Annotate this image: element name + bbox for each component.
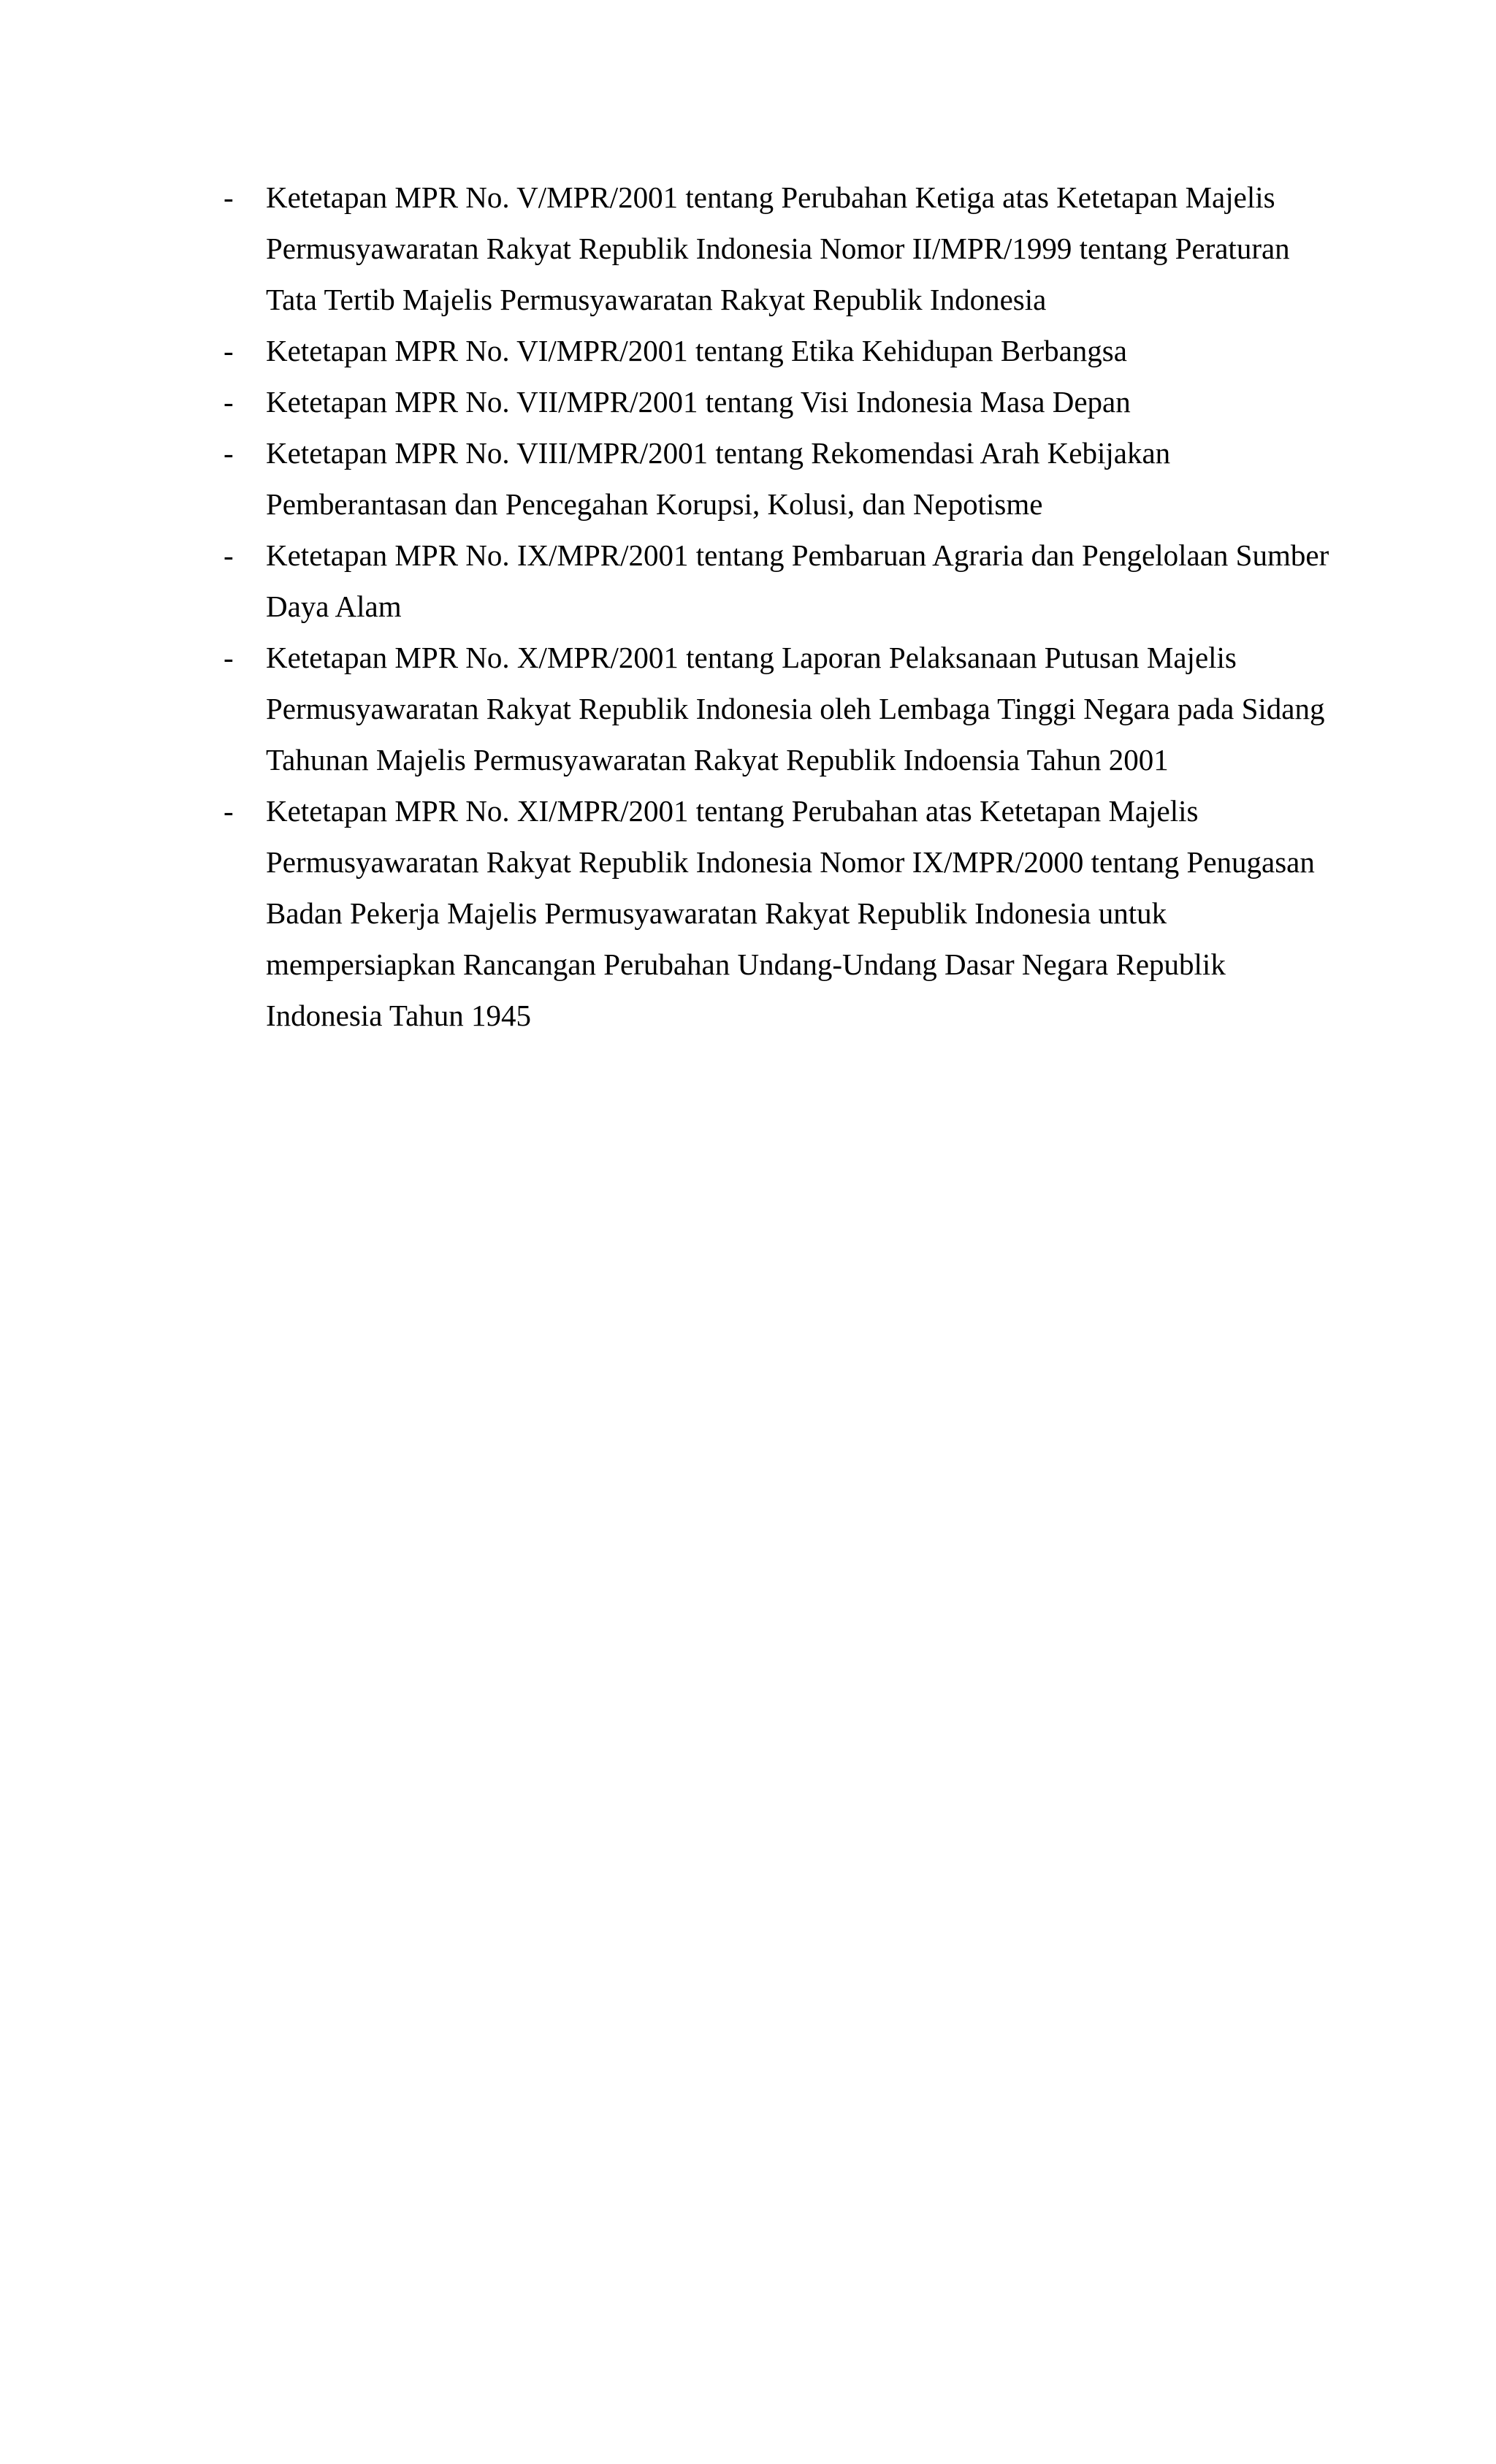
text-line: Indonesia Tahun 1945 (266, 999, 532, 1032)
bullet-dash: - (224, 385, 234, 419)
text-line: Badan Pekerja Majelis Permusyawaratan Rakyat Republik Indonesia untuk (266, 896, 1167, 930)
text-line: Ketetapan MPR No. XI/MPR/2001 tentang Perubahan atas Ketetapan Majelis (266, 794, 1199, 828)
bullet-dash: - (224, 641, 234, 674)
text-line: Permusyawaratan Rakyat Republik Indonesia oleh Lembaga Tinggi Negara pada Sidang (266, 692, 1325, 725)
text-line: Ketetapan MPR No. VIII/MPR/2001 tentang Rekomendasi Arah Kebijakan (266, 436, 1171, 470)
list-item (218, 530, 1357, 632)
bullet-dash: - (224, 334, 234, 367)
text-line: Ketetapan MPR No. VI/MPR/2001 tentang Etika Kehidupan Berbangsa (266, 334, 1127, 367)
text-line: Ketetapan MPR No. X/MPR/2001 tentang Laporan Pelaksanaan Putusan Majelis (266, 641, 1237, 674)
list-item-text (266, 427, 1357, 530)
list-item-text (266, 785, 1357, 1041)
text-line: Permusyawaratan Rakyat Republik Indonesia Nomor II/MPR/1999 tentang Peraturan (266, 232, 1290, 265)
bullet-dash: - (224, 436, 234, 470)
list-item-text (266, 632, 1357, 785)
bullet-dash: - (224, 180, 234, 214)
list-item-text (266, 376, 1357, 427)
bullet-dash: - (224, 538, 234, 572)
text-line: Daya Alam (266, 590, 402, 623)
list-item-text (266, 530, 1357, 632)
text-line: Ketetapan MPR No. VII/MPR/2001 tentang Visi Indonesia Masa Depan (266, 385, 1131, 419)
text-line: Tata Tertib Majelis Permusyawaratan Rakyat Republik Indonesia (266, 283, 1047, 316)
text-line: Pemberantasan dan Pencegahan Korupsi, Kolusi, dan Nepotisme (266, 487, 1043, 521)
list-item (218, 325, 1357, 376)
list-item-text (266, 172, 1357, 325)
list-item (218, 632, 1357, 785)
text-line: Tahunan Majelis Permusyawaratan Rakyat Republik Indoensia Tahun 2001 (266, 743, 1169, 777)
text-line: Ketetapan MPR No. V/MPR/2001 tentang Perubahan Ketiga atas Ketetapan Majelis (266, 180, 1275, 214)
text-line: Permusyawaratan Rakyat Republik Indonesia Nomor IX/MPR/2000 tentang Penugasan (266, 845, 1315, 879)
decree-list (218, 172, 1357, 1041)
list-item (218, 172, 1357, 325)
list-item (218, 427, 1357, 530)
list-item (218, 785, 1357, 1041)
text-line: Ketetapan MPR No. IX/MPR/2001 tentang Pembaruan Agraria dan Pengelolaan Sumber (266, 538, 1329, 572)
list-item-text (266, 325, 1357, 376)
text-line: mempersiapkan Rancangan Perubahan Undang-Undang Dasar Negara Republik (266, 947, 1226, 981)
bullet-dash: - (224, 794, 234, 828)
list-item (218, 376, 1357, 427)
